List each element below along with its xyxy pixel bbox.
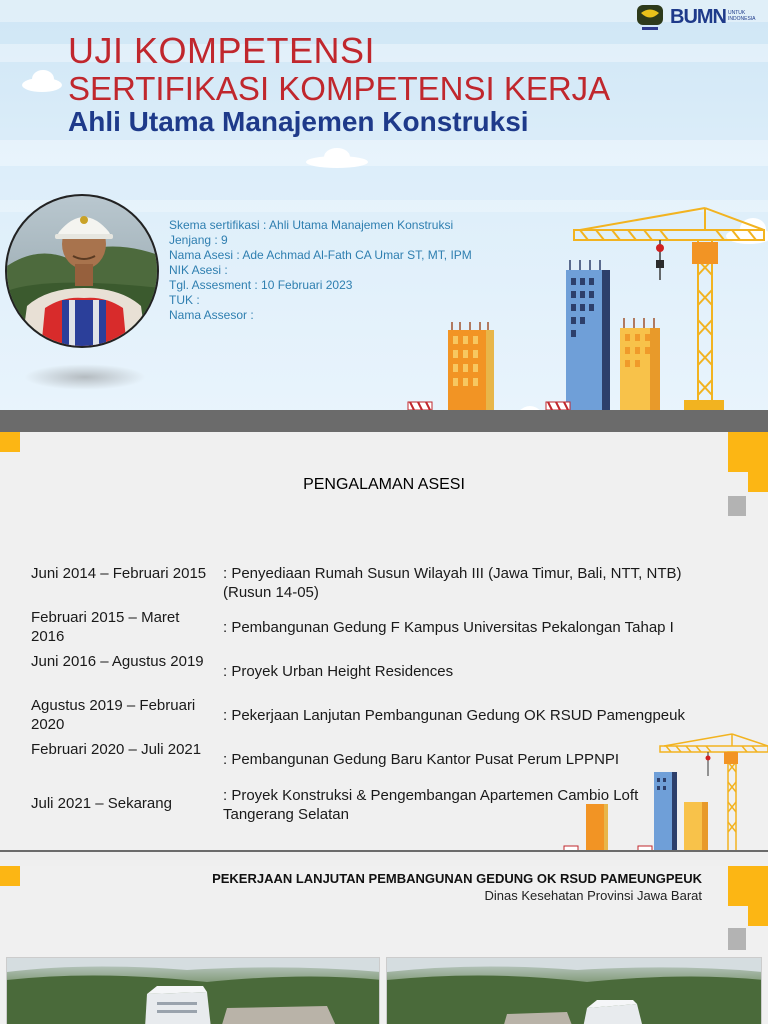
accent-square — [728, 496, 746, 516]
accent-square — [0, 432, 20, 452]
barrier-icon — [546, 402, 570, 410]
ground-strip — [0, 410, 768, 432]
accent-square — [728, 432, 768, 472]
title-line-2: SERTIFIKASI KOMPETENSI KERJA — [68, 70, 611, 107]
bg-stripe — [0, 140, 768, 166]
project-slide — [0, 866, 768, 1024]
construction-illustration-small — [558, 732, 768, 852]
building-orange — [448, 322, 494, 412]
person-portrait-icon — [7, 196, 159, 348]
period: Februari 2020 – Juli 2021 — [31, 741, 202, 758]
emblem-icon — [636, 4, 666, 32]
info-assesor: Nama Assesor : — [169, 308, 254, 322]
experience-slide — [0, 432, 768, 852]
project: : Pembangunan Gedung Baru Kantor Pusat Perum LPPNPI — [223, 751, 620, 768]
barrier-icon — [408, 402, 432, 410]
period: Agustus 2019 – Februari 2020 — [31, 697, 196, 733]
asesi-photo — [5, 194, 159, 348]
project: : Pekerjaan Lanjutan Pembangunan Gedung OK RSUD Pamengpeuk — [223, 707, 685, 724]
aerial-photo-2 — [386, 957, 762, 1024]
photo-shadow — [24, 364, 146, 390]
title-line-1: UJI KOMPETENSI — [68, 30, 376, 71]
info-nik: NIK Asesi : — [169, 263, 228, 277]
project: : Proyek Konstruksi & Pengembangan Apartemen Cambio Loft Tangerang Selatan — [223, 787, 639, 823]
bumn-logo — [636, 4, 760, 34]
info-nama-asesi: Nama Asesi : Ade Achmad Al-Fath CA Umar ST, MT, IPM — [169, 248, 472, 262]
title-line-3: Ahli Utama Manajemen Konstruksi — [68, 106, 529, 137]
experience-row — [0, 564, 768, 606]
accent-square — [728, 866, 768, 906]
project-subtitle: Dinas Kesehatan Provinsi Jawa Barat — [484, 888, 702, 903]
cover-slide — [0, 0, 768, 432]
aerial-photo-icon — [7, 958, 380, 1024]
experience-row — [0, 652, 768, 694]
project: : Pembangunan Gedung F Kampus Universitas Pekalongan Tahap I — [223, 619, 674, 636]
logo-text: BUMN — [670, 6, 726, 28]
crane-cab — [692, 242, 718, 264]
project: : Penyediaan Rumah Susun Wilayah III (Jawa Timur, Bali, NTT, NTB) (Rusun 14-05) — [223, 565, 682, 601]
project-title: PEKERJAAN LANJUTAN PEMBANGUNAN GEDUNG OK RSUD PAMEUNGPEUK — [212, 871, 702, 886]
aerial-photo-icon — [387, 958, 762, 1024]
accent-square — [728, 928, 746, 950]
period: Juni 2014 – Februari 2015 — [31, 565, 207, 582]
info-tuk: TUK : — [169, 293, 200, 307]
period: Februari 2015 – Maret 2016 — [31, 609, 180, 645]
accent-square — [748, 906, 768, 926]
info-jenjang: Jenjang : 9 — [169, 233, 228, 247]
aerial-photo-1 — [6, 957, 380, 1024]
building-yellow — [620, 318, 660, 412]
info-skema: Skema sertifikasi : Ahli Utama Manajemen Konstruksi — [169, 218, 454, 232]
period: Juni 2016 – Agustus 2019 — [31, 653, 204, 670]
construction-illustration — [340, 200, 768, 412]
section-title: PENGALAMAN ASESI — [303, 476, 465, 493]
building-blue — [566, 260, 610, 412]
logo-subtitle: UNTUK INDONESIA — [728, 10, 756, 22]
ground-strip — [0, 850, 768, 852]
experience-row — [0, 608, 768, 650]
period: Juli 2021 – Sekarang — [31, 795, 172, 812]
info-tanggal: Tgl. Assesment : 10 Februari 2023 — [169, 278, 353, 292]
project: : Proyek Urban Height Residences — [223, 663, 454, 680]
